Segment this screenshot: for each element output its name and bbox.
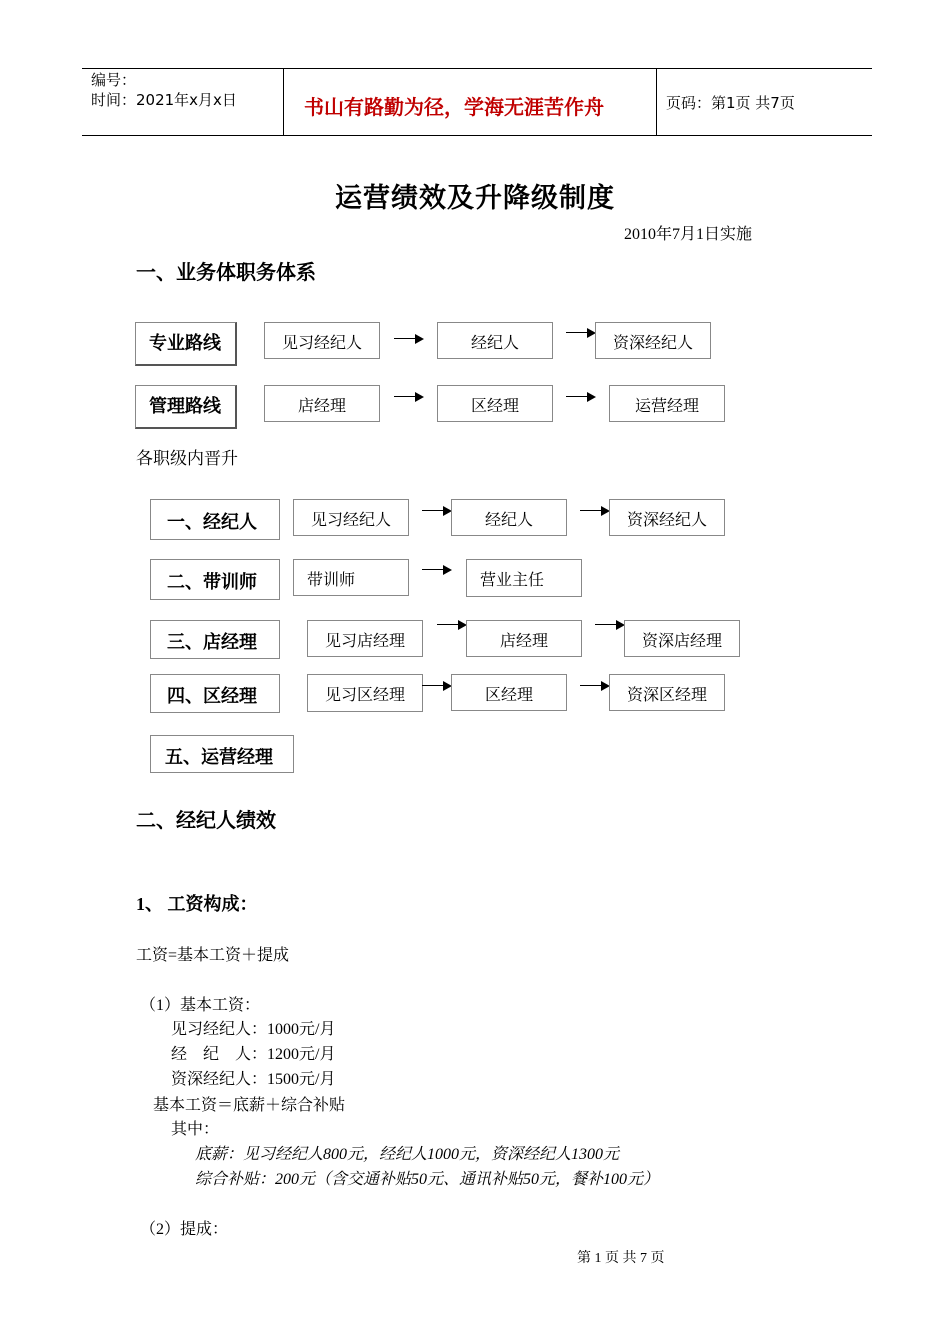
level-step: 见习区经理 xyxy=(307,674,423,712)
base-formula: 基本工资＝底薪＋综合补贴 xyxy=(153,1097,346,1114)
level-label: 五、运营经理 xyxy=(150,735,294,773)
header-bottom-rule xyxy=(82,135,872,136)
level-step: 资深经纪人 xyxy=(609,499,725,536)
header-page-code: 页码：第1页 共7页 xyxy=(666,94,795,112)
arrow-icon xyxy=(437,620,467,630)
detail-line: 底薪：见习经纪人800元，经纪人1000元，资深经纪人1300元 xyxy=(195,1146,620,1163)
header-motto: 书山有路勤为径，学海无涯苦作舟 xyxy=(304,95,604,119)
base-line: 见习经纪人：1000元/月 xyxy=(171,1021,336,1038)
level-step: 见习店经理 xyxy=(307,620,423,657)
track-step: 区经理 xyxy=(437,385,553,422)
header-number-label: 编号： xyxy=(91,71,137,89)
level-step: 营业主任 xyxy=(466,559,582,597)
base-salary-heading: （1）基本工资： xyxy=(140,997,261,1014)
base-line: 资深经纪人：1500元/月 xyxy=(171,1071,336,1088)
item1-heading: 1、 工资构成： xyxy=(136,894,258,914)
arrow-icon xyxy=(394,334,424,344)
arrow-icon xyxy=(595,620,625,630)
among-label: 其中： xyxy=(171,1121,220,1138)
sub-heading-promotion: 各职级内晋升 xyxy=(136,449,238,469)
track-step: 店经理 xyxy=(264,385,380,422)
level-label: 二、带训师 xyxy=(150,559,280,600)
arrow-icon xyxy=(394,392,424,402)
header-top-rule xyxy=(82,68,872,69)
commission-heading: （2）提成： xyxy=(140,1221,229,1238)
level-label: 一、经纪人 xyxy=(150,499,280,540)
effective-date: 2010年7月1日实施 xyxy=(624,226,753,243)
section1-heading: 一、业务体职务体系 xyxy=(136,260,316,284)
level-step: 资深店经理 xyxy=(624,620,740,657)
arrow-icon xyxy=(566,392,596,402)
page-title: 运营绩效及升降级制度 xyxy=(335,183,615,214)
arrow-icon xyxy=(566,328,596,338)
track-label-professional: 专业路线 xyxy=(135,322,237,366)
arrow-icon xyxy=(422,565,452,575)
track-step: 见习经纪人 xyxy=(264,322,380,359)
arrow-icon xyxy=(580,681,610,691)
section2-heading: 二、经纪人绩效 xyxy=(136,808,276,832)
arrow-icon xyxy=(422,506,452,516)
level-step: 经纪人 xyxy=(451,499,567,536)
footer-page-number: 第 1 页 共 7 页 xyxy=(577,1251,665,1266)
level-label: 四、区经理 xyxy=(150,674,280,713)
base-line: 经 纪 人：1200元/月 xyxy=(171,1046,336,1063)
level-step: 见习经纪人 xyxy=(293,499,409,536)
track-step: 经纪人 xyxy=(437,322,553,359)
level-step: 资深区经理 xyxy=(609,674,725,711)
arrow-icon xyxy=(580,506,610,516)
detail-line: 综合补贴：200元（含交通补贴50元、通讯补贴50元，餐补100元） xyxy=(195,1171,660,1188)
arrow-icon xyxy=(422,681,452,691)
level-step: 区经理 xyxy=(451,674,567,711)
level-label: 三、店经理 xyxy=(150,620,280,659)
salary-formula: 工资=基本工资＋提成 xyxy=(136,947,290,964)
track-step: 运营经理 xyxy=(609,385,725,422)
level-step: 带训师 xyxy=(293,559,409,596)
header-divider-1 xyxy=(283,68,284,136)
header-time: 时间：2021年x月x日 xyxy=(91,91,237,109)
header-divider-2 xyxy=(656,68,657,136)
level-step: 店经理 xyxy=(466,620,582,657)
track-label-management: 管理路线 xyxy=(135,385,237,429)
track-step: 资深经纪人 xyxy=(595,322,711,359)
